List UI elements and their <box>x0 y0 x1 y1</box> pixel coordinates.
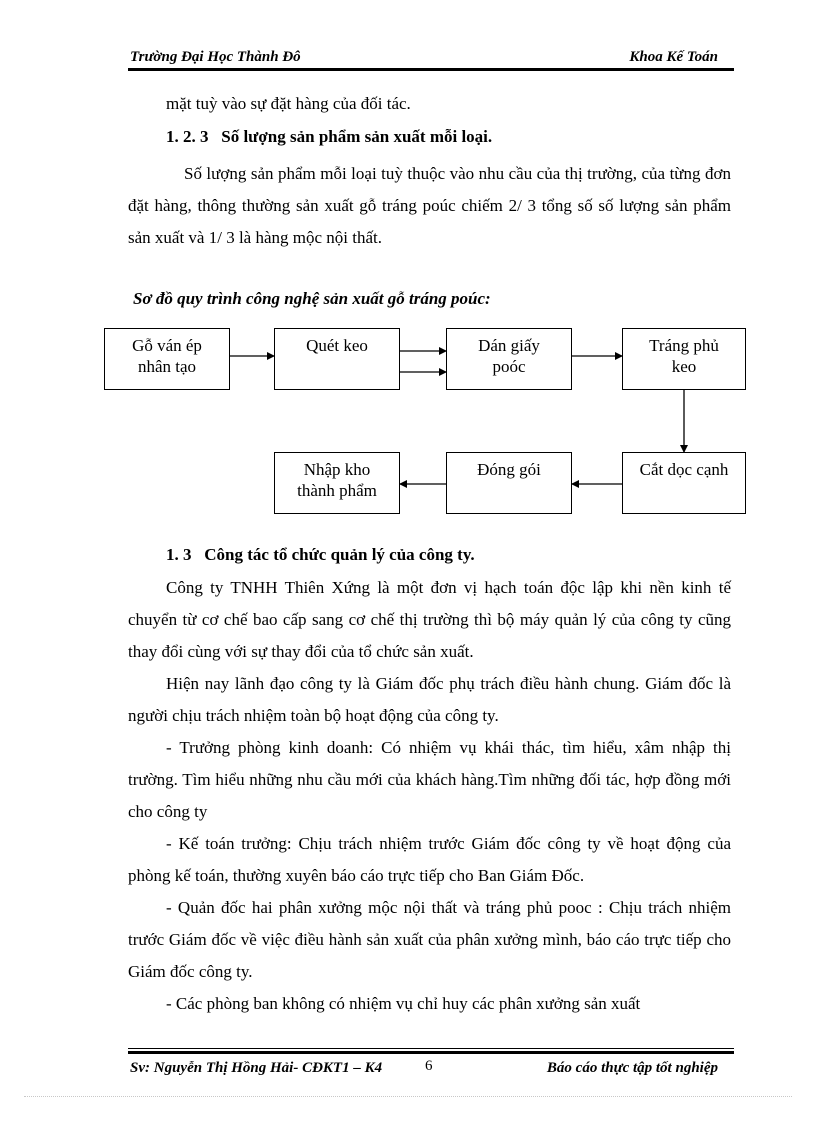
footer-student: Sv: Nguyễn Thị Hồng Hải- CĐKT1 – K4 <box>130 1060 383 1076</box>
section-number: 1. 2. 3 <box>166 127 209 146</box>
box-label: Đóng gói <box>477 460 541 479</box>
header-school: Trường Đại Học Thành Đô <box>130 49 301 65</box>
section-number: 1. 3 <box>166 545 192 564</box>
footer-rule-thick <box>128 1051 734 1054</box>
page-edge-divider <box>24 1096 792 1097</box>
footer-rule-thin <box>128 1048 734 1049</box>
section-title: Công tác tổ chức quản lý của công ty. <box>204 545 475 564</box>
diagram-title: Sơ đồ quy trình công nghệ sản xuất gỗ tráng poúc: <box>133 289 491 308</box>
box-label: Dán giấy poóc <box>478 336 540 376</box>
section-heading-13 <box>166 545 475 565</box>
paragraph: - Kế toán trưởng: Chịu trách nhiệm trước Giám đốc công ty về hoạt động của phòng kế toán, thường xuyên báo cáo trực tiếp cho Ban Giám Đốc. <box>128 834 731 885</box>
header-faculty: Khoa Kế Toán <box>629 49 718 65</box>
footer-report-title: Báo cáo thực tập tốt nghiệp <box>546 1060 718 1076</box>
box-label: Nhập kho thành phẩm <box>297 460 377 500</box>
box-label: Gỗ ván ép nhân tạo <box>132 336 202 376</box>
section-title: Số lượng sản phẩm sản xuất mỗi loại. <box>221 127 493 146</box>
paragraph: - Các phòng ban không có nhiệm vụ chỉ huy các phân xưởng sản xuất <box>166 994 641 1013</box>
box-label: Cắt dọc cạnh <box>639 460 729 479</box>
paragraph: Hiện nay lãnh đạo công ty là Giám đốc phụ trách điều hành chung. Giám đốc là người chịu trách nhiệm toàn bộ hoạt động của công ty. <box>128 674 731 725</box>
box-label: Quét keo <box>306 336 368 355</box>
paragraph: Công ty TNHH Thiên Xứng là một đơn vị hạch toán độc lập khi nền kinh tế chuyển từ cơ chế bao cấp sang cơ chế thị trường thì bộ máy quản lý của công ty cũng thay đổi cùng với sự thay đổi của tổ chức sản xuất. <box>128 578 731 661</box>
page-number: 6 <box>425 1058 433 1074</box>
paragraph: Số lượng sản phẩm mỗi loại tuỳ thuộc vào nhu cầu của thị trường, của từng đơn đặt hàng, thông thường sản xuất gỗ tráng poúc chiếm 2/ 3 tổng số số lượng sản phẩm sản xuất và 1/ 3 là hàng mộc nội thất. <box>128 164 731 247</box>
paragraph: - Trưởng phòng kinh doanh: Có nhiệm vụ khái thác, tìm hiểu, xâm nhập thị trường. Tìm hiểu những nhu cầu mới của khách hàng.Tìm những đối tác, hợp đồng mới cho công ty <box>128 738 731 821</box>
box-label: Tráng phủ keo <box>649 336 719 376</box>
paragraph: - Quản đốc hai phân xưởng mộc nội thất và tráng phủ pooc : Chịu trách nhiệm trước Giám đốc về việc điều hành sản xuất của phân xưởng mình, báo cáo trực tiếp cho Giám đốc công ty. <box>128 898 731 981</box>
intro-line: mặt tuỳ vào sự đặt hàng của đối tác. <box>166 94 411 113</box>
